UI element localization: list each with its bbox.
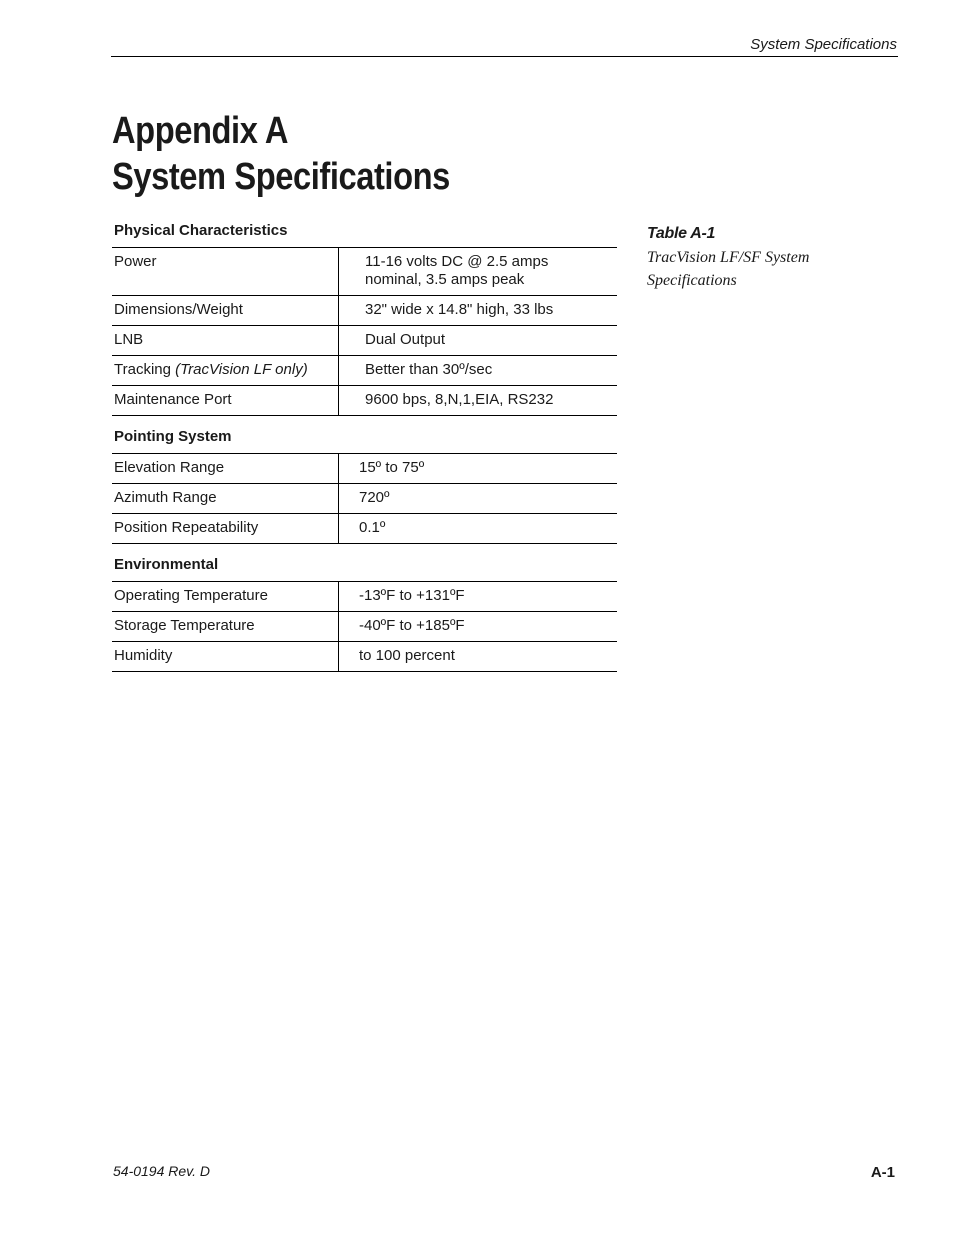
footer-doc-number: 54-0194 Rev. D	[113, 1163, 211, 1179]
row-value: -40ºF to +185ºF	[359, 617, 465, 634]
caption-text-line2: Specifications	[647, 272, 737, 289]
row-label	[112, 356, 339, 386]
row-label: Position Repeatability	[112, 514, 339, 544]
spec-table-environmental	[112, 581, 617, 672]
row-label: Operating Temperature	[112, 582, 339, 612]
row-label-text: Tracking	[114, 361, 171, 378]
footer-page-number: A-1	[870, 1164, 895, 1181]
row-value: 15º to 75º	[359, 459, 425, 476]
row-value-line1: 11-16 volts DC @ 2.5 amps	[365, 253, 549, 270]
spec-table-area	[112, 220, 617, 682]
row-label: Elevation Range	[112, 454, 339, 484]
table-row	[112, 356, 617, 386]
row-value: 32" wide x 14.8" high, 33 lbs	[365, 301, 554, 318]
row-value	[339, 248, 618, 296]
table-row	[112, 514, 617, 544]
row-label: LNB	[112, 326, 339, 356]
caption-text-line1: TracVision LF/SF System	[647, 249, 810, 266]
table-row	[112, 582, 617, 612]
page-title-line2: System Specifications	[112, 156, 450, 198]
row-label: Power	[112, 248, 339, 296]
table-row	[112, 326, 617, 356]
table-row	[112, 642, 617, 672]
row-value-line2: nominal, 3.5 amps peak	[365, 271, 525, 288]
page-title-line1: Appendix A	[112, 110, 289, 152]
row-value: 0.1º	[359, 519, 386, 536]
row-label: Humidity	[112, 642, 339, 672]
caption-text	[647, 246, 877, 292]
row-value: Dual Output	[365, 331, 446, 348]
row-label-note: (TracVision LF only)	[175, 361, 308, 378]
table-row	[112, 248, 617, 296]
section-heading-physical: Physical Characteristics	[114, 222, 288, 239]
page-title	[112, 108, 450, 200]
table-row	[112, 612, 617, 642]
row-label: Maintenance Port	[112, 386, 339, 416]
spec-table-physical	[112, 247, 617, 416]
row-value: 9600 bps, 8,N,1,EIA, RS232	[365, 391, 554, 408]
row-value: -13ºF to +131ºF	[359, 587, 465, 604]
running-head: System Specifications	[750, 36, 897, 53]
table-row	[112, 454, 617, 484]
table-row	[112, 386, 617, 416]
caption-label: Table A-1	[647, 225, 716, 242]
row-value: to 100 percent	[359, 647, 455, 664]
table-row	[112, 484, 617, 514]
row-label: Dimensions/Weight	[112, 296, 339, 326]
section-heading-pointing: Pointing System	[114, 428, 232, 445]
header-rule	[111, 56, 898, 57]
row-value: Better than 30º/sec	[365, 361, 493, 378]
row-label: Azimuth Range	[112, 484, 339, 514]
section-heading-environmental: Environmental	[114, 556, 219, 573]
table-caption	[647, 224, 877, 292]
row-label: Storage Temperature	[112, 612, 339, 642]
row-value: 720º	[359, 489, 390, 506]
table-row	[112, 296, 617, 326]
spec-table-pointing	[112, 453, 617, 544]
